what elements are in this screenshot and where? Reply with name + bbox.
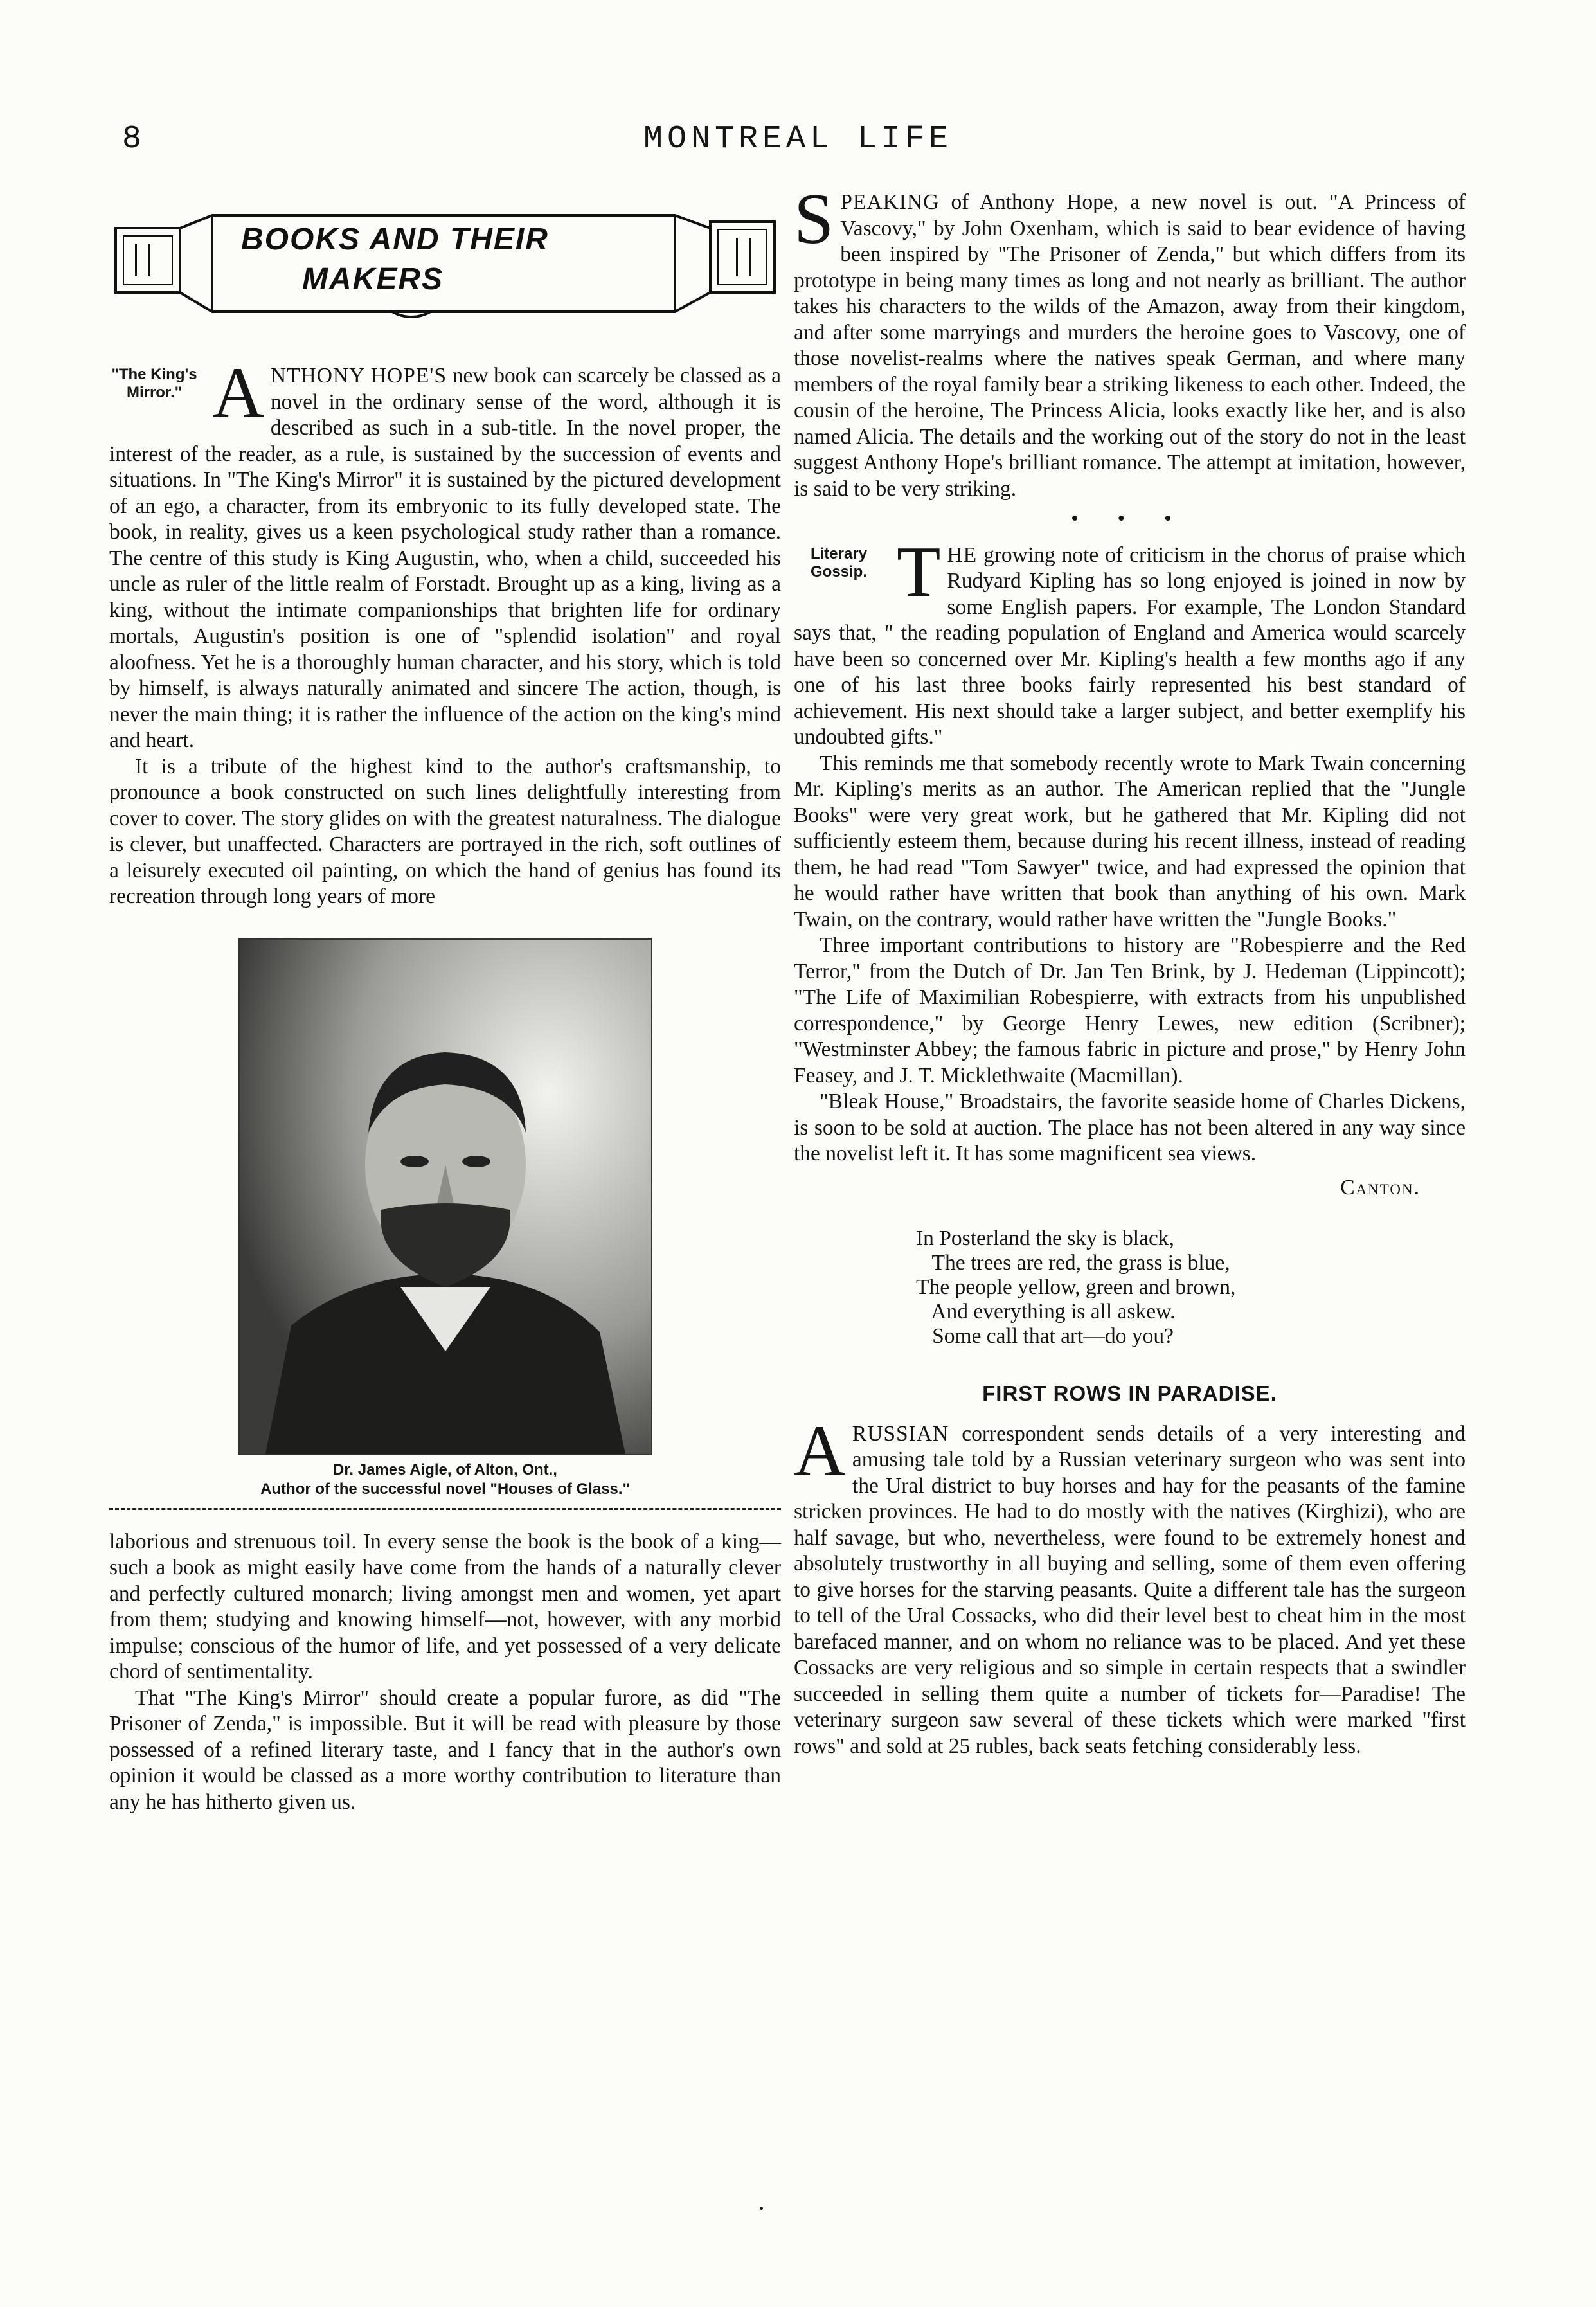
poem-line: And everything is all askew. [916,1300,1176,1324]
poem-line: In Posterland the sky is black, [916,1226,1174,1250]
portrait-illustration [240,940,651,1454]
sidenote-kings-mirror: "The King's Mirror." [111,366,197,401]
caption-line-1: Dr. James Aigle, of Alton, Ont., [333,1460,557,1478]
gossip-p1-text: growing note of criticism in the chorus of praise which Rudyard Kipling has so long enjoyed is joined in now by some English papers. For example, The London Standard says that, " the reading population of England and America would scarcely have been so concerned over Mr. Kipling's health a few months ago if any one of his last three books fairly represented his best standard of achievement. His next should take a larger subject, and better exemplify his undoubted gifts." [794,543,1466,749]
portrait-photo [238,938,652,1455]
caption-dash-rule [109,1508,781,1510]
dropcap-t: T [897,532,941,612]
page-number: 8 [122,121,143,157]
poem-line: The people yellow, green and brown, [916,1275,1236,1299]
kings-mirror-paragraph-3: laborious and strenuous toil. In every sense the book is the book of a king—such a book as might easily have come from the hands of a naturally clever and perfectly cultured monarch; living amongst men and women, yet apart from them; studying and knowing himself—not, however, with any morbid impulse; conscious of the humor of life, and yet possessed of a very delicate chord of sentimentality. [109,1529,781,1683]
portrait-figure [109,938,781,1510]
poem-line: Some call that art—do you? [916,1324,1174,1348]
kings-mirror-paragraph-2: It is a tribute of the highest kind to the author's craftsmanship, to pronounce a book constructed on such lines delightfully interesting from cover to cover. The story glides on with the greatest naturalness. The dialogue is clever, but unaffected. Characters are portrayed in the rich, soft outlines of a leisurely executed oil painting, on which the hand of genius has found its recreation through long years of more [109,754,781,908]
section-separator: • • • [1071,507,1188,530]
sidenote-literary-gossip: Literary Gossip. [810,544,868,580]
first-rows-heading: FIRST ROWS IN PARADISE. [982,1381,1277,1405]
dropcap-a-russian: A [794,1410,846,1491]
first-rows-paragraph [794,1410,1466,1760]
banner-line-1: BOOKS AND THEIR [241,222,549,256]
literary-gossip-paragraph-2: This reminds me that somebody recently wrote to Mark Twain concerning Mr. Kipling's merits as an author. The American replied that the "Jungle Books" were very great work, but he gathered that Mr. Kipling did not sufficiently esteem them, because during his recent illness, instead of reading them, he had read "Tom Sawyer" twice, and had expressed the opinion that he would rather have written that book than anything of his own. Mark Twain, on the contrary, would rather have written the "Jungle Books." [794,751,1466,931]
first-rows-text: correspondent sends details of a very interesting and amusing tale told by a Russian veterinary surgeon who was sent into the Ural district to buy horses and hay for the peasants of the famine stricken provinces. He had to do mostly with the natives (Kirghizi), who are half savage, but who, nevertheless, were found to be extremely honest and absolutely trustworthy in all buying and selling, some of them even offering to give horses for the starving peasants. Quite a different tale has the surgeon to tell of the Ural Cossacks, who did their level best to cheat him in the most barefaced manner, and on whom no reliance was to be placed. And yet these Cossacks are very religious and so simple in certain respects that a swindler succeeded in selling them quite a number of tickets for—Paradise! The veterinary surgeon saw several of these tickets which were marked "first rows" and sold at 25 rubles, back seats fetching considerably less. [794,1421,1466,1758]
kings-mirror-lead: NTHONY HOPE'S [270,364,447,388]
kings-mirror-paragraph-4: That "The King's Mirror" should create a popular furore, as did "The Prisoner of Zenda," is impossible. But it will be read with pleasure by those possessed of a refined literary taste, and I fancy that in the author's own opinion it would be classed as a more worthy contribution to literature than any he has hitherto given us. [109,1685,781,1814]
left-column [109,190,781,1815]
books-and-their-makers-banner [109,209,781,318]
running-head: MONTREAL LIFE [643,121,953,157]
right-column [794,179,1466,1759]
princess-text: of Anthony Hope, a new novel is out. "A Princess of Vascovy," by John Oxenham, which is said to bear evidence of having been inspired by "The Prisoner of Zenda," but which differs from its prototype in being many times as long and not nearly as brilliant. The author takes his characters to the wilds of the Amazon, away from their kingdom, and after some marryings and murders the heroine goes to Vascovy, one of those novelist-realms where the natives speak German, and where many members of the royal family bear a striking likeness to each other. Indeed, the cousin of the heroine, The Princess Alicia, looks exactly like her, and is also named Alicia. The details and the working out of the story do not in the least suggest Anthony Hope's brilliant romance. The attempt at imitation, however, is said to be very striking. [794,190,1466,501]
first-rows-lead: RUSSIAN [852,1421,949,1446]
signature-canton: Canton. [1340,1175,1421,1199]
princess-of-vascovy-paragraph [794,179,1466,502]
dropcap-s: S [794,179,834,259]
bottom-dot: · [757,2194,766,2223]
gossip-lead: HE [947,543,978,567]
banner-line-2: MAKERS [302,262,444,296]
literary-gossip-paragraph-4: "Bleak House," Broadstairs, the favorite seaside home of Charles Dickens, is soon to be sold at auction. The place has not been altered in any way since the novelist left it. It has some magnificent sea views. [794,1090,1466,1165]
posterland-poem [916,1226,1466,1349]
caption-line-2: Author of the successful novel "Houses of Glass." [260,1480,630,1498]
poem-line: The trees are red, the grass is blue, [916,1251,1230,1275]
kings-mirror-paragraph-1 [109,353,781,754]
portrait-caption [109,1460,781,1499]
dropcap-a: A [212,353,264,433]
kings-mirror-p1-text: new book can scarcely be classed as a novel in the ordinary sense of the word, although it is described as such in a sub-title. In the novel proper, the interest of the reader, as a rule, is sustained by the succession of events and situations. In "The King's Mirror" it is sustained by the pictured development of an ego, a character, from its embryonic to its fully developed state. The book, in reality, gives us a keen psychological study rather than a romance. The centre of this study is King Augustin, who, when a child, succeeded his uncle as ruler of the little realm of Forstadt. Brought up as a king, living as a king, without the intimate companionships that brighten life for ordinary mortals, Augustin's position is one of "splendid isolation" and royal aloofness. Yet he is a thoroughly human character, and his story, which is told by himself, is always naturally animated and sincere The action, though, is never the main thing; it is rather the influence of the action on the king's mind and heart. [109,364,781,752]
literary-gossip-paragraph-1 [794,532,1466,751]
literary-gossip-paragraph-3: Three important contributions to history are "Robespierre and the Red Terror," from the Dutch of Dr. Jan Ten Brink, by J. Hedeman (Lippincott); "The Life of Maximilian Robespierre, with extracts from his unpublished correspondence," by George Henry Lewes, new edition (Scribner); "Westminster Abbey; the famous fabric in picture and prose," by Henry John Feasey, and J. T. Micklethwaite (Macmillan). [794,933,1466,1088]
princess-lead: PEAKING [840,190,940,214]
